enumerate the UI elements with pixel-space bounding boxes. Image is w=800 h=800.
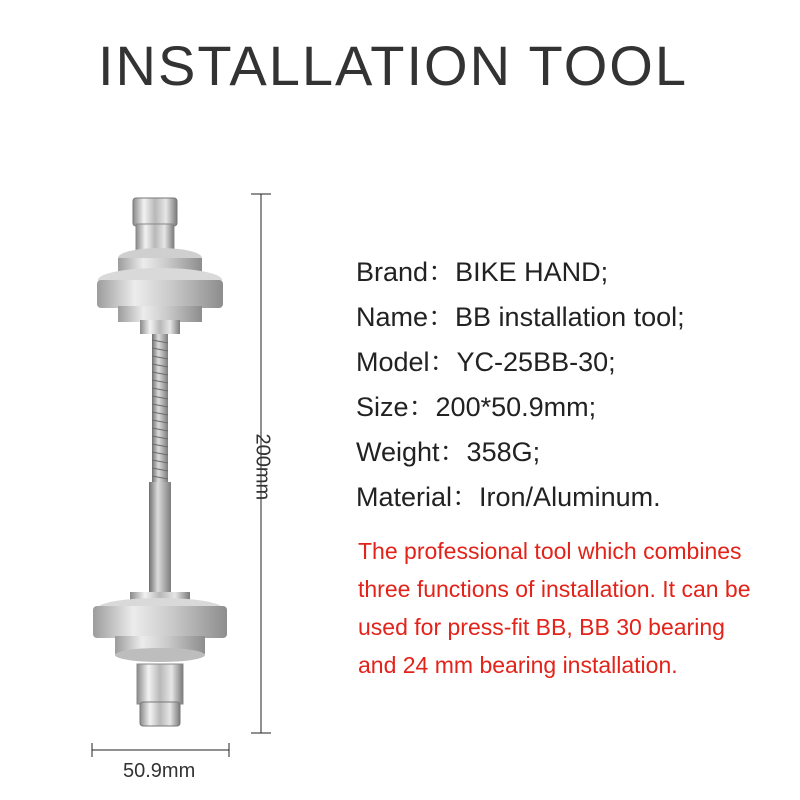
spec-value: 200*50.9mm; — [435, 392, 597, 422]
spec-row-brand — [356, 250, 685, 295]
spec-value: BB installation tool; — [455, 302, 685, 332]
spec-label: Model — [356, 347, 430, 377]
spec-row-weight — [356, 430, 685, 475]
bottom-bolt — [137, 664, 183, 704]
spec-row-name — [356, 295, 685, 340]
spec-list — [356, 250, 685, 520]
product-description: The professional tool which combines three functions of installation. It can be used for press-fit BB, BB 30 bearing and 24 mm bearing installation. — [358, 538, 751, 678]
smooth-rod — [149, 482, 171, 594]
width-dimension-label: 50.9mm — [123, 760, 196, 782]
page-title: INSTALLATION TOOL — [98, 34, 689, 97]
spec-row-size — [356, 385, 685, 430]
height-dimension-label: 200mm — [251, 433, 274, 501]
spec-separator: ： — [452, 482, 480, 512]
spec-row-material — [356, 475, 685, 520]
spec-label: Material — [356, 482, 453, 512]
spec-separator: ： — [408, 392, 436, 422]
top-hex-nut — [133, 198, 177, 226]
spec-separator: ： — [428, 257, 456, 287]
spec-separator: ： — [428, 302, 456, 332]
width-dimension-line — [92, 743, 229, 757]
spec-value: BIKE HAND; — [455, 257, 609, 287]
spec-value: YC-25BB-30; — [456, 347, 616, 377]
spec-separator: ： — [439, 437, 467, 467]
spec-value: Iron/Aluminum. — [479, 482, 661, 512]
spec-label: Size — [356, 392, 409, 422]
top-cup-flange — [97, 280, 223, 308]
spec-label: Brand — [356, 257, 429, 287]
spec-label: Weight — [356, 437, 440, 467]
spec-label: Name — [356, 302, 429, 332]
spec-separator: ： — [429, 347, 457, 377]
spec-row-model — [356, 340, 685, 385]
bottom-cup-flange — [93, 606, 227, 638]
spec-value: 358G; — [466, 437, 541, 467]
